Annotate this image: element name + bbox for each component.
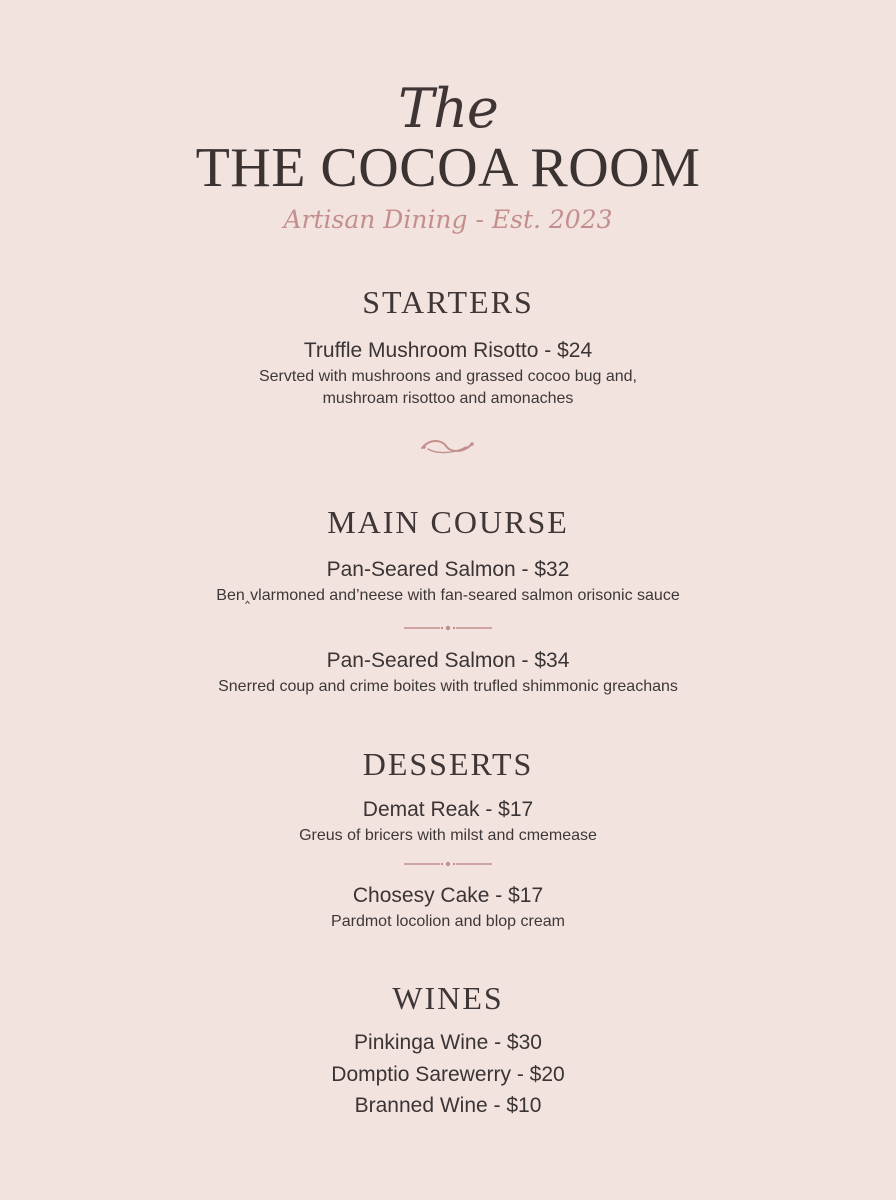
menu-item-name: Demat Reak - $17 bbox=[362, 798, 534, 821]
wine-item: Domptio Sarewerry - $20 bbox=[331, 1063, 565, 1086]
menu-item-description: Snerred coup and crime boites with trufled shimmonic greachans bbox=[218, 678, 678, 695]
wine-item: Pinkinga Wine - $30 bbox=[354, 1031, 542, 1054]
menu-item-name: Chosesy Cake - $17 bbox=[352, 884, 544, 907]
section-heading-starters: STARTERS bbox=[362, 284, 534, 320]
tagline: Artisan Dining - Est. 2023 bbox=[283, 205, 613, 234]
restaurant-title: THE COCOA ROOM bbox=[195, 137, 701, 199]
menu-item-name: Truffle Mushroom Risotto - $24 bbox=[303, 339, 593, 362]
section-heading-desserts: DESSERTS bbox=[362, 746, 534, 782]
section-heading-wines: WINES bbox=[392, 980, 504, 1016]
script-the: The bbox=[398, 77, 498, 140]
menu-item-description: Ben‸vlarmoned and’neese with fan-seared salmon orisonic sauce bbox=[216, 587, 680, 604]
ornament-divider-icon bbox=[398, 624, 498, 632]
menu-item-name: Pan-Seared Salmon - $32 bbox=[326, 558, 570, 581]
swirl-flourish-icon bbox=[418, 434, 478, 458]
section-heading-main-course: MAIN COURSE bbox=[327, 504, 569, 540]
wine-item: Branned Wine - $10 bbox=[354, 1094, 542, 1117]
menu-item-description: Servted with mushroons and grassed cocoo bug and, bbox=[258, 368, 637, 385]
menu-item-description: Greus of bricers with milst and cmemease bbox=[299, 827, 597, 844]
ornament-divider-icon bbox=[398, 860, 498, 868]
menu-item-description: Pardmot locolion and blop cream bbox=[331, 913, 565, 930]
menu-item-description: mushroam risottoo and amonaches bbox=[322, 390, 574, 407]
menu-item-name: Pan-Seared Salmon - $34 bbox=[326, 649, 570, 672]
